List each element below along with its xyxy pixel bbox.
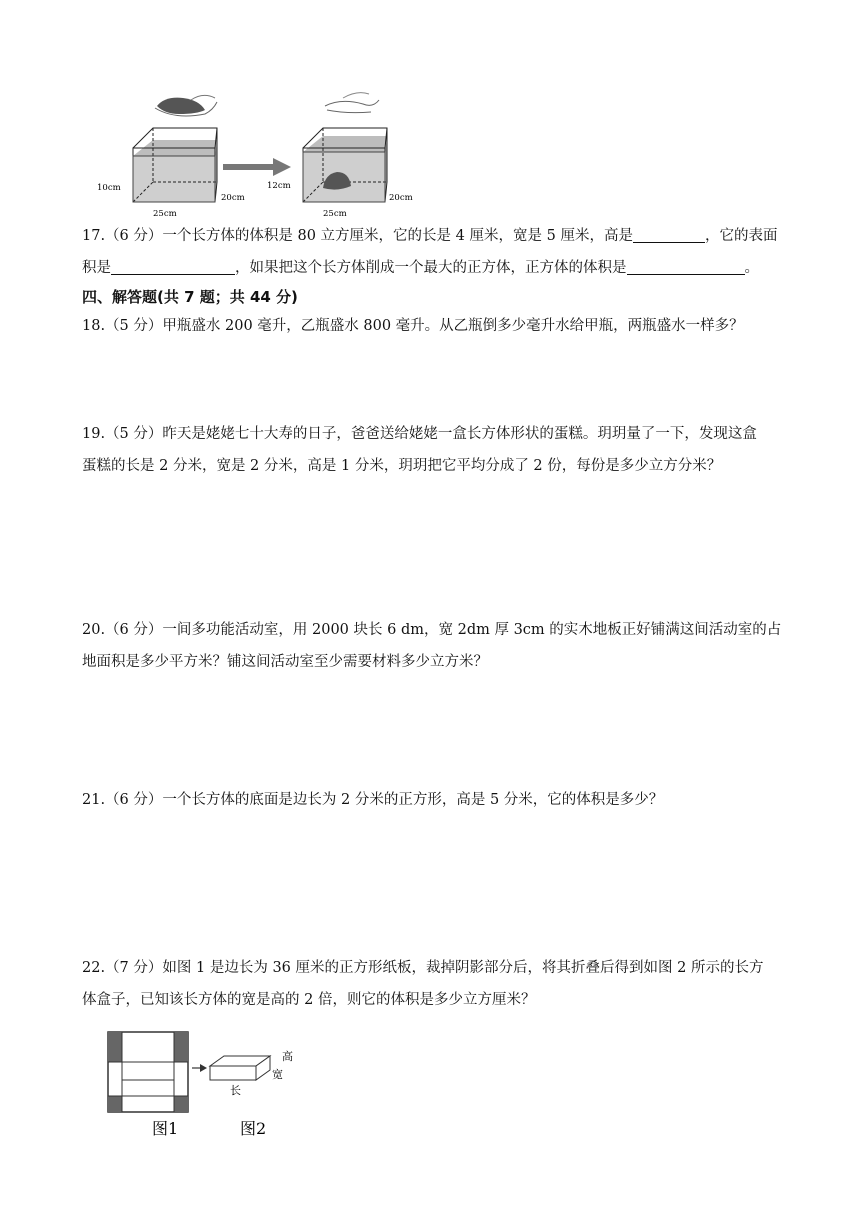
label-length: 长: [230, 1084, 241, 1097]
right-width-label: 25cm: [323, 209, 347, 219]
left-width-label: 25cm: [153, 209, 177, 219]
tank-after: [303, 128, 387, 202]
question-17-line2: 积是 ，如果把这个长方体削成一个最大的正方体，正方体的体积是 。: [82, 260, 759, 276]
left-depth-label: 20cm: [221, 193, 245, 203]
hand-empty-icon: [325, 93, 379, 113]
figure-box-net: [100, 1030, 320, 1150]
question-17-line1: 17.（6 分）一个长方体的体积是 80 立方厘米，它的长是 4 厘米，宽是 5 厘米，高是 ，它的表面: [82, 228, 778, 244]
figure-water-tank: [95, 78, 413, 219]
answer-blank-height[interactable]: [633, 226, 705, 243]
question-18: 18.（5 分）甲瓶盛水 200 毫升，乙瓶盛水 800 毫升。从乙瓶倒多少毫升水给甲瓶，两瓶盛水一样多？: [82, 318, 744, 334]
question-22: 22.（7 分）如图 1 是边长为 36 厘米的正方形纸板，裁掉阴影部分后，将其折叠后得到如图 2 所示的长方 体盒子，已知该长方体的宽是高的 2 倍，则它的体积是多少立方厘米？: [82, 960, 764, 1008]
hand-with-stone-icon: [155, 95, 217, 116]
box-3d: [210, 1056, 270, 1080]
question-19: 19.（5 分）昨天是姥姥七十大寿的日子，爸爸送给姥姥一盒长方体形状的蛋糕。玥玥量了一下，发现这盒 蛋糕的长是 2 分米，宽是 2 分米，高是 1 分米，玥玥把它平均分成了 2 份，每份是多少立方分米？: [82, 426, 757, 474]
question-20: 20.（6 分）一间多功能活动室，用 2000 块长 6 dm，宽 2dm 厚 3cm 的实木地板正好铺满这间活动室的占 地面积是多少平方米？铺这间活动室至少需要材料多少立方米？: [82, 622, 782, 670]
arrow-right-icon: [223, 158, 291, 176]
left-height-label: 10cm: [97, 183, 121, 193]
answer-blank-cube-volume[interactable]: [627, 258, 745, 275]
caption-figure-2: 图2: [240, 1119, 267, 1138]
section-heading: 四、解答题(共 7 题；共 44 分): [82, 288, 298, 306]
square-board: [108, 1032, 188, 1112]
answer-blank-surface-area[interactable]: [111, 258, 235, 275]
right-height-label: 12cm: [267, 181, 291, 191]
tank-before: [133, 128, 217, 202]
right-depth-label: 20cm: [389, 193, 413, 203]
label-width: 宽: [272, 1068, 283, 1081]
label-height: 高: [282, 1050, 293, 1063]
question-17: [82, 220, 810, 284]
question-21: 21.（6 分）一个长方体的底面是边长为 2 分米的正方形，高是 5 分米，它的体积是多少？: [82, 792, 664, 808]
caption-figure-1: 图1: [152, 1119, 179, 1138]
arrow-right-icon: [192, 1064, 207, 1072]
